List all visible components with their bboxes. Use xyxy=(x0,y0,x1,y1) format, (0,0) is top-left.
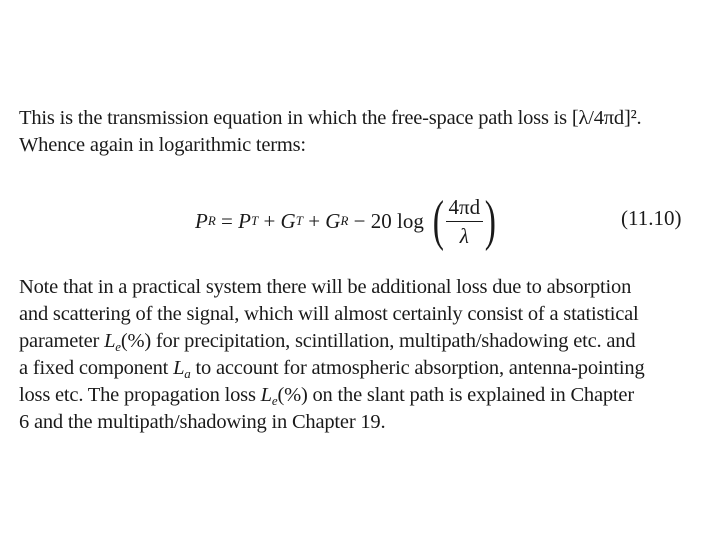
text-segment: loss etc. The propagation loss xyxy=(19,384,261,406)
eq-log-term: − 20 log xyxy=(348,208,424,233)
text-line xyxy=(19,328,689,355)
text-segment: a fixed component xyxy=(19,357,174,379)
eq-term: P xyxy=(238,208,251,233)
text-segment: parameter xyxy=(19,330,105,352)
text-line: This is the transmission equation in which the free-space path loss is [λ/4πd]². xyxy=(19,107,642,129)
text-line: and scattering of the signal, which will almost certainly consist of a statistical xyxy=(19,303,639,325)
eq-fraction xyxy=(446,195,484,248)
eq-term: P xyxy=(195,208,208,233)
fraction-numerator: 4πd xyxy=(446,195,484,222)
fraction-denominator: λ xyxy=(459,223,469,248)
text-line: 6 and the multipath/shadowing in Chapter 19. xyxy=(19,411,386,433)
text-segment: to account for atmospheric absorption, antenna-pointing xyxy=(190,357,645,379)
body-paragraph xyxy=(19,274,689,436)
text-line xyxy=(19,355,689,382)
text-segment: (%) for precipitation, scintillation, multipath/shadowing etc. and xyxy=(120,330,636,352)
eq-operator: = xyxy=(215,208,239,233)
intro-paragraph xyxy=(19,105,689,159)
symbol-var: L xyxy=(104,330,116,352)
right-paren: ) xyxy=(484,190,497,252)
eq-fraction-group xyxy=(429,190,500,252)
transmission-equation: P R = P T + G T + G R − 20 log ( $\frac{4\pi d}{\lambda}$ ) xyxy=(195,183,500,259)
eq-operator: + xyxy=(302,208,326,233)
text-segment: (%) on the slant path is explained in Chapter xyxy=(277,384,634,406)
text-line: Whence again in logarithmic terms: xyxy=(19,134,306,156)
equation-number: (11.10) xyxy=(621,206,682,230)
eq-term: G xyxy=(280,208,296,233)
symbol-var: L xyxy=(260,384,272,406)
symbol-subscript: a xyxy=(184,366,191,381)
text-line xyxy=(19,382,689,409)
symbol-var: L xyxy=(173,357,185,379)
text-line: Note that in a practical system there will be additional loss due to absorption xyxy=(19,276,632,298)
eq-operator: + xyxy=(258,208,281,233)
left-paren: ( xyxy=(432,190,444,252)
symbol-subscript: e xyxy=(271,393,278,408)
symbol-subscript: e xyxy=(115,339,121,354)
eq-term: G xyxy=(325,208,341,233)
